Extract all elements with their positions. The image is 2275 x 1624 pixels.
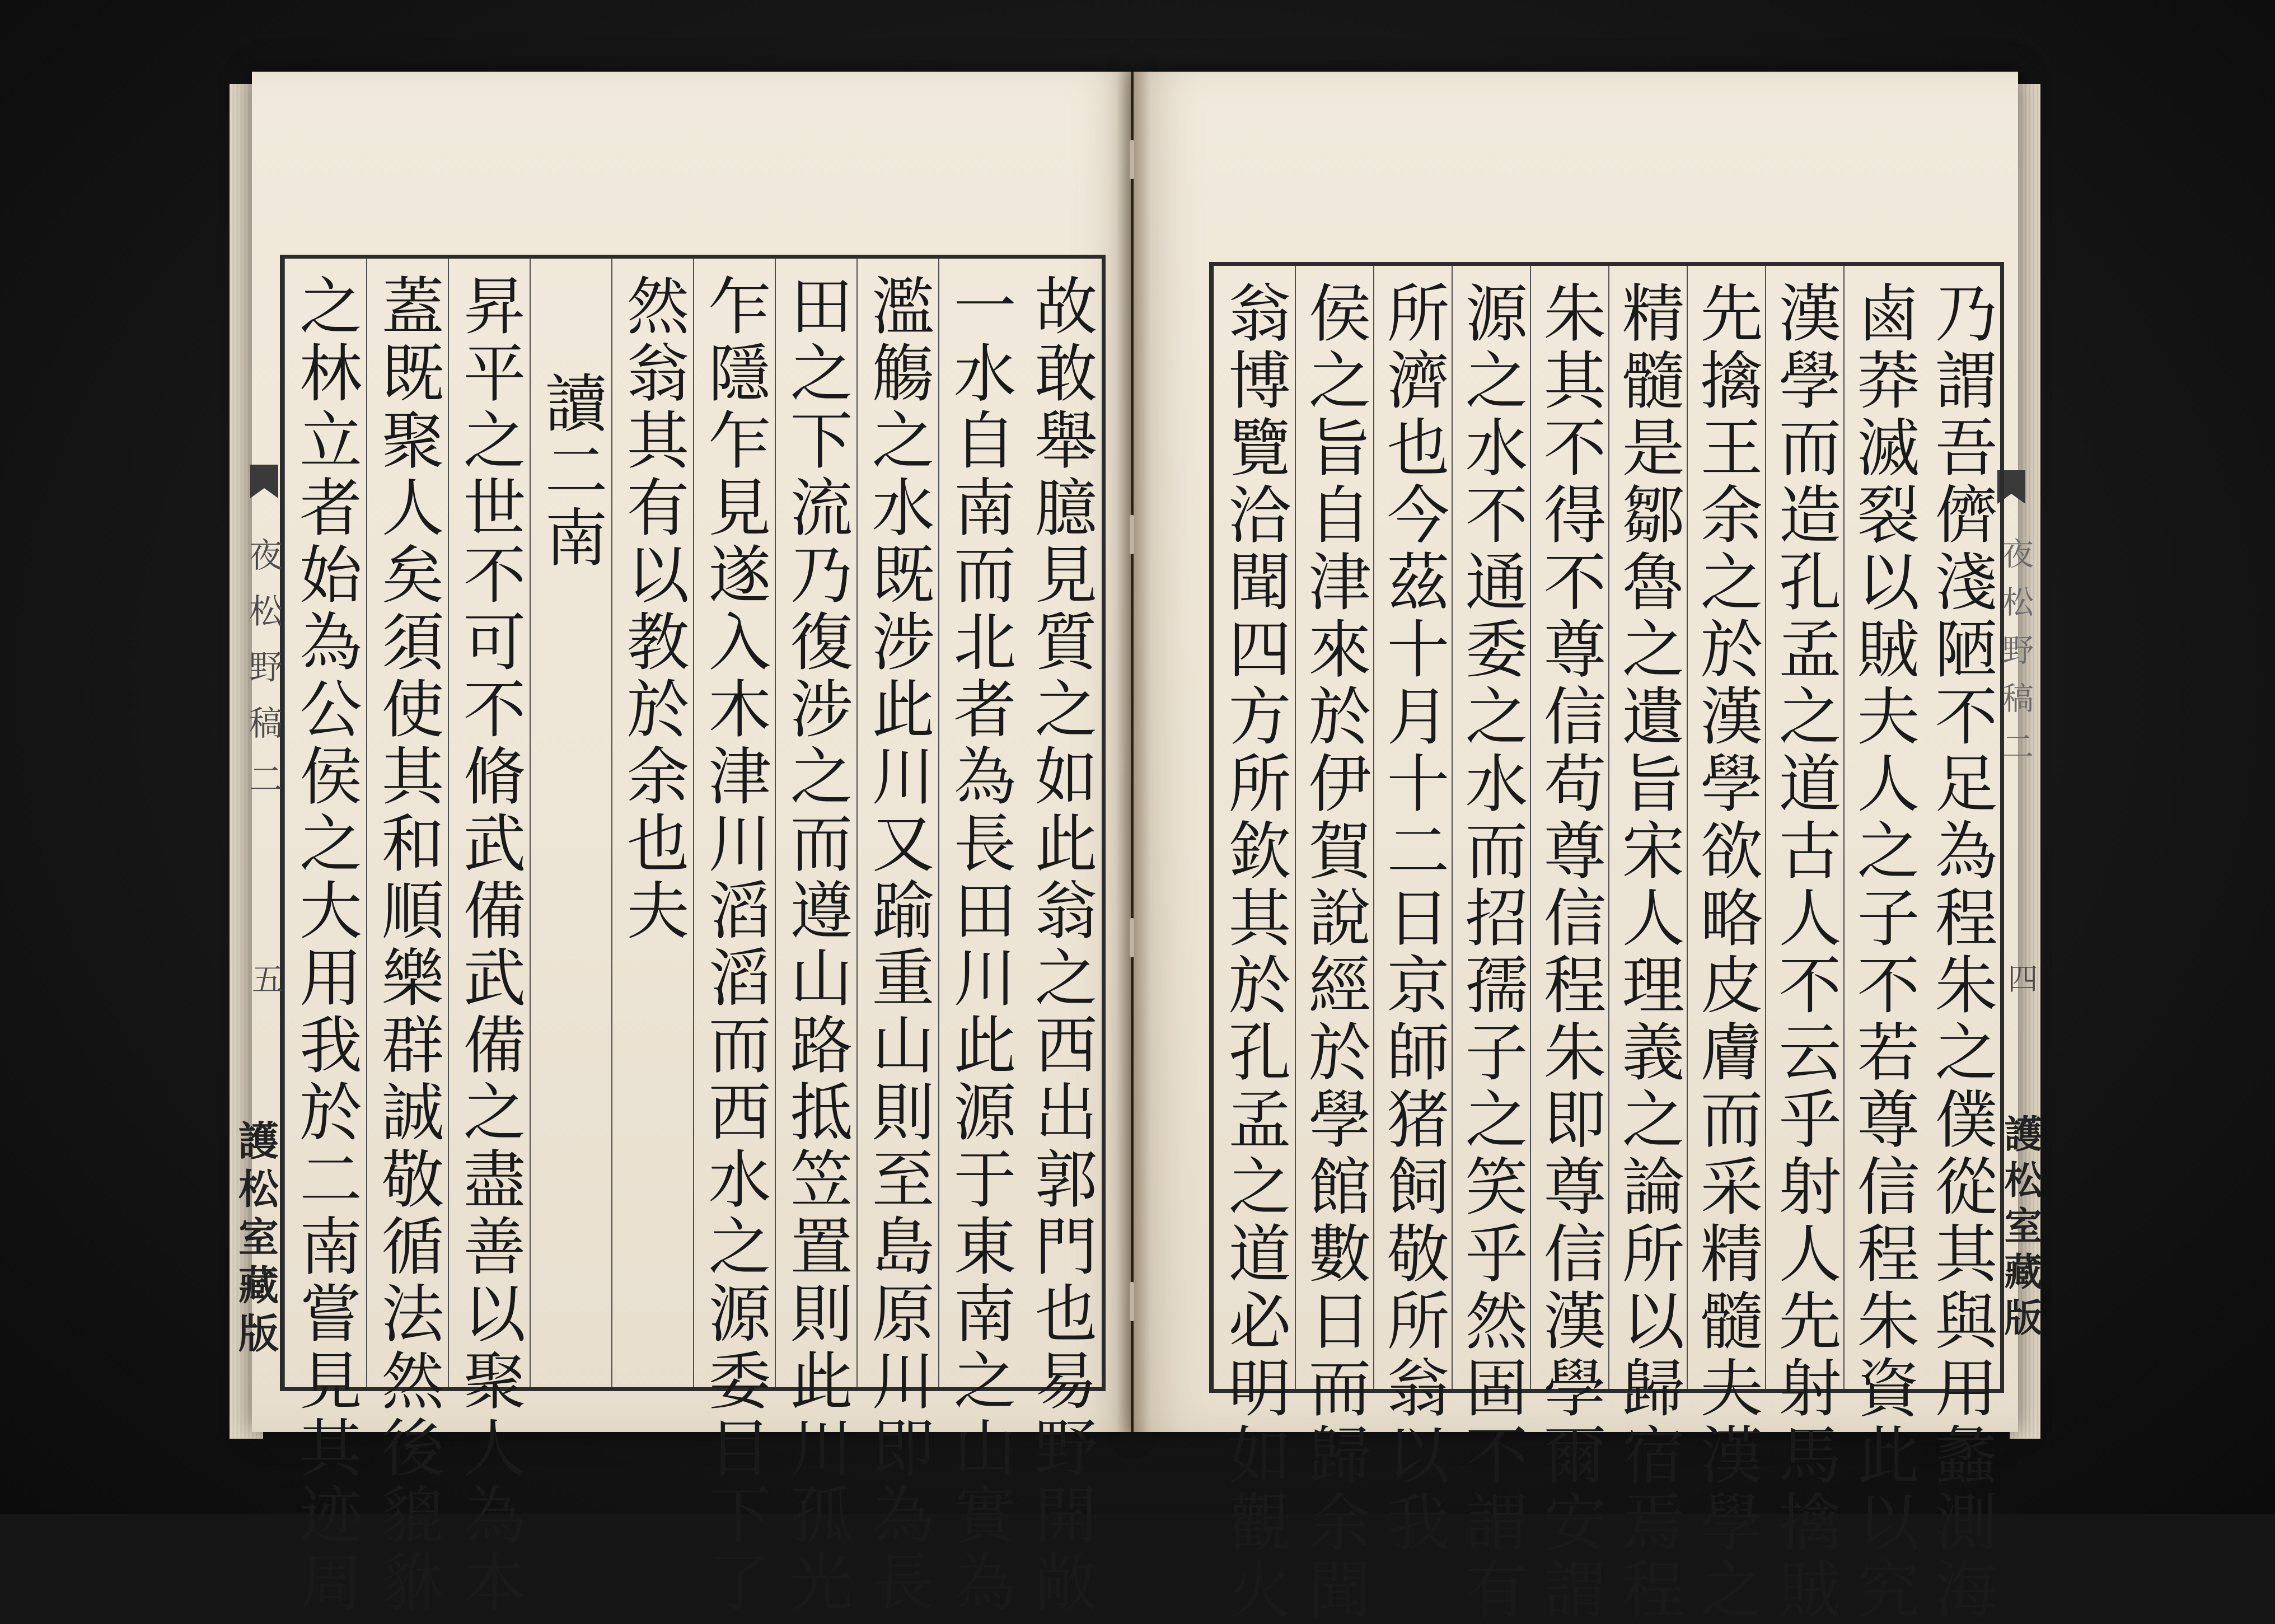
column-text: 鹵莽滅裂以賊夫人之子不若尊信程朱資此以究 bbox=[1847, 280, 1920, 1624]
binding-stitch bbox=[1130, 515, 1134, 554]
column-text: 然翁其有以教於余也夫 bbox=[616, 273, 689, 945]
text-column bbox=[775, 259, 856, 1617]
right-text-frame bbox=[1209, 262, 2004, 1624]
column-text: 之林立者始為公侯之大用我於二南嘗見其迹周 bbox=[289, 273, 362, 1617]
text-column bbox=[1687, 266, 1765, 1624]
right-page-number: 四 bbox=[2003, 963, 2038, 993]
column-text: 精髓是鄒魯之遺旨宋人理義之論所以歸宿焉程 bbox=[1612, 280, 1684, 1624]
column-text: 乃謂吾儕淺陋不足為程朱之僕從其與用蠡測海 bbox=[1925, 280, 1997, 1624]
text-column bbox=[938, 259, 1020, 1617]
column-text: 漢學而造孔孟之道古人不云乎射人先射馬擒賊 bbox=[1768, 280, 1841, 1624]
column-text: 乍隱乍見遂入木津川滔滔而西水之源委目下了 bbox=[698, 273, 771, 1617]
left-page-number: 五 bbox=[247, 963, 283, 994]
binding-stitch bbox=[1130, 140, 1134, 179]
text-column bbox=[366, 259, 448, 1617]
text-column bbox=[1020, 259, 1102, 1617]
left-margin-title: 夜松野稿二 bbox=[244, 537, 283, 817]
text-column bbox=[1530, 266, 1608, 1624]
column-text: 朱其不得不尊信苟尊信程朱即尊信漢學爾安謂 bbox=[1533, 280, 1606, 1624]
column-text: 源之水不通委之水而招孺子之笑乎然固不謂有 bbox=[1455, 280, 1528, 1624]
column-text: 蓋既聚人矣須使其和順樂群誠敬循法然後貔貅 bbox=[371, 273, 444, 1617]
text-column bbox=[284, 259, 366, 1617]
right-margin-title: 夜松野稿二 bbox=[1997, 537, 2034, 778]
text-column bbox=[530, 259, 611, 1387]
text-column bbox=[856, 259, 938, 1617]
binding-stitch bbox=[1130, 1282, 1134, 1321]
column-text: 侯之旨自津來於伊賀說經於學館數日而歸余聞 bbox=[1298, 280, 1371, 1624]
column-text: 昇平之世不可不脩武備武備之盡善以聚人為本 bbox=[453, 273, 526, 1617]
column-text: 所濟也今茲十月十二日京師猪飼敬所翁以我 bbox=[1377, 280, 1449, 1557]
column-text: 一水自南而北者為長田川此源于東南之山實為 bbox=[943, 273, 1016, 1617]
column-text: 濫觴之水既涉此川又踰重山則至島原川即為長 bbox=[862, 273, 934, 1617]
left-text-frame bbox=[280, 255, 1106, 1617]
text-column bbox=[693, 259, 775, 1617]
book-gutter bbox=[1117, 72, 1150, 1432]
text-column bbox=[448, 259, 530, 1617]
right-imprint: 護松室藏版 bbox=[1998, 1114, 2043, 1344]
text-column bbox=[611, 259, 693, 1387]
text-column bbox=[1922, 266, 2000, 1624]
column-text: 先擒王余之於漢學欲略皮膚而采精髓夫漢學之 bbox=[1690, 280, 1763, 1624]
text-column bbox=[1213, 266, 1295, 1624]
section-heading: 讀二南 bbox=[535, 371, 607, 572]
column-text: 翁博覽洽聞四方所欽其於孔孟之道必明如觀火 bbox=[1218, 280, 1291, 1624]
left-imprint: 護松室藏版 bbox=[232, 1120, 279, 1360]
text-column bbox=[1373, 266, 1452, 1557]
column-text: 故敢舉臆見質之如此翁之西出郭門也易野開敞 bbox=[1024, 273, 1097, 1617]
text-column bbox=[1765, 266, 1843, 1624]
text-column bbox=[1295, 266, 1373, 1624]
binding-stitch bbox=[1130, 918, 1134, 957]
column-text: 田之下流乃復涉之而遵山路抵笠置則此川孤光 bbox=[780, 273, 853, 1617]
text-column bbox=[1608, 266, 1687, 1624]
text-column bbox=[1452, 266, 1530, 1624]
text-column bbox=[1843, 266, 1922, 1624]
